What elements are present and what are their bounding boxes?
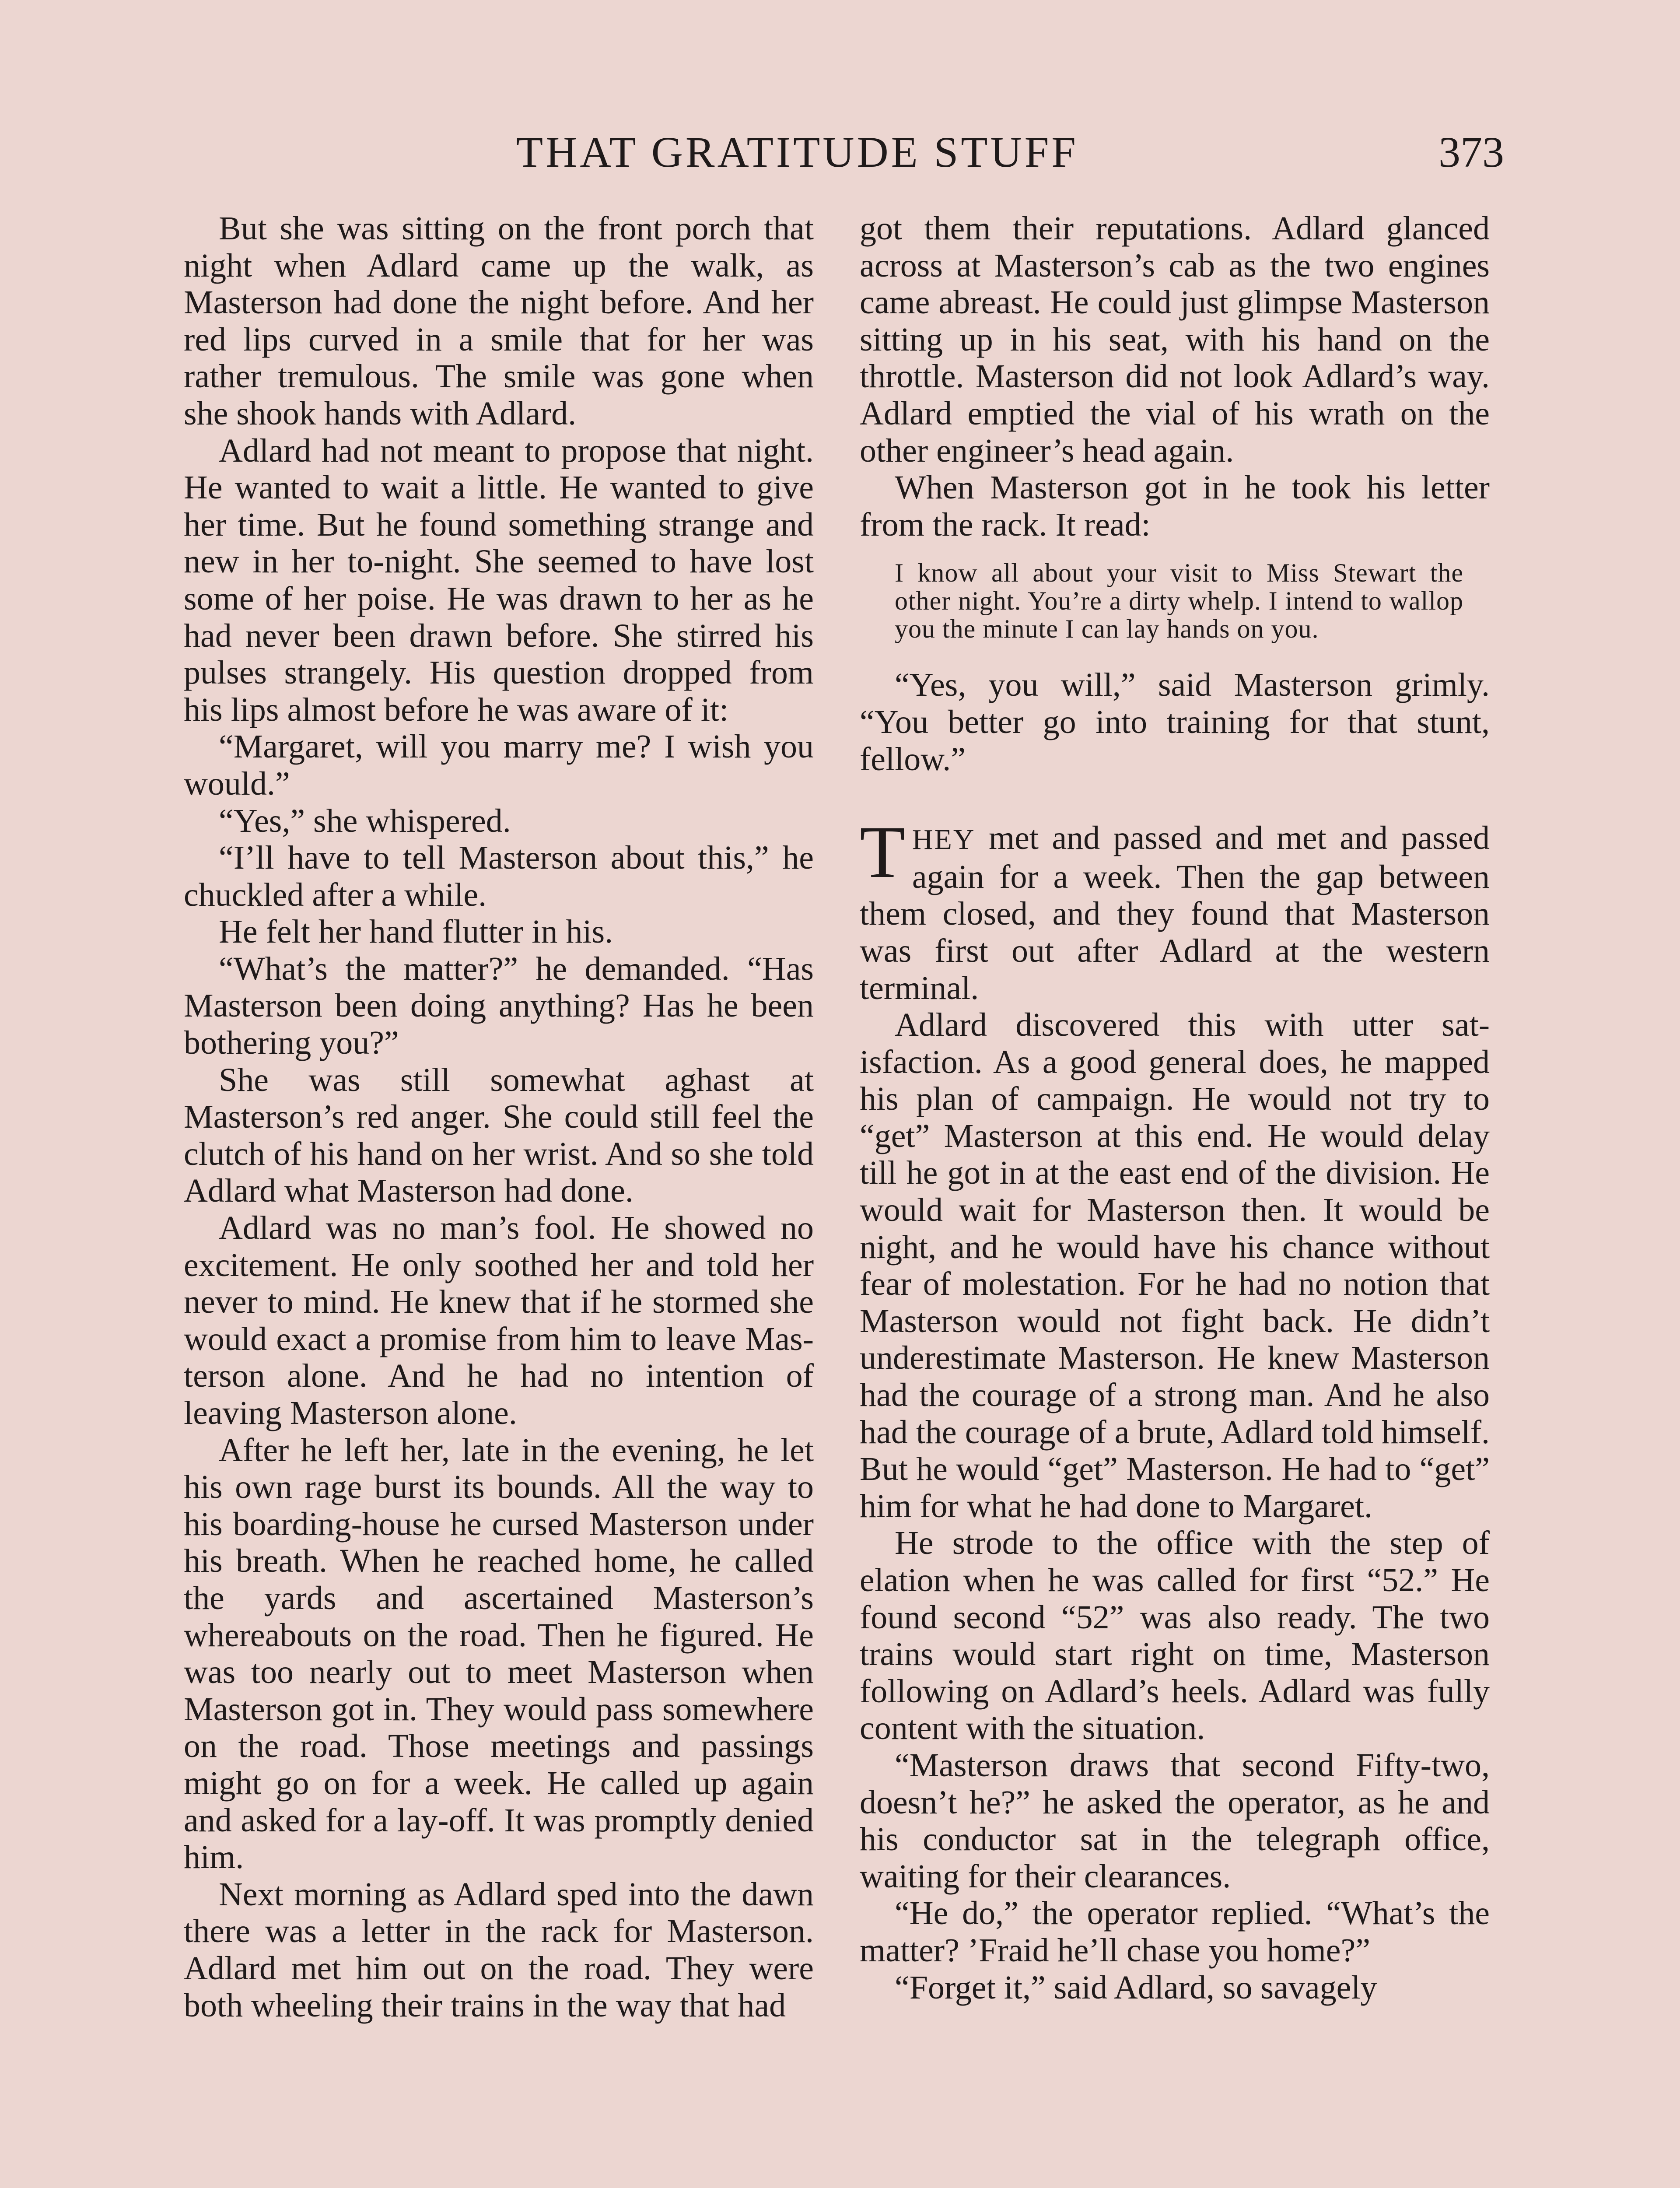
paragraph: She was still somewhat aghast at Masterson’s red anger. She could still feel the clutch of his hand on her wrist. And so she told Adlard what Masterson had done. xyxy=(184,1061,814,1210)
quoted-letter: I know all about your visit to Miss Stewart the other night. You’re a dirty whelp. I intend to wallop you the minute I can lay hands on you. xyxy=(895,558,1463,644)
paragraph: “He do,” the operator replied. “What’s the matter? ’Fraid he’ll chase you home?” xyxy=(860,1895,1490,1969)
paragraph: But she was sitting on the front porch that night when Adlard came up the walk, as Masterson had done the night before. And her red lips curved in a smile that for her was rather tremulous. The smile was gone when she shook hands with Adlard. xyxy=(184,210,814,432)
paragraph: After he left her, late in the evening, he let his own rage burst its bounds. All the way to his boarding-house he cursed Masterson under his breath. When he reached home, he called the yards and ascertained Masterson’s whereabouts on the road. Then he figured. He was too nearly out to meet Masterson when Masterson got in. They would pass somewhere on the road. Those meetings and passings might go on for a week. He called up again and asked for a lay-off. It was promptly denied him. xyxy=(184,1431,814,1876)
paragraph: He felt her hand flutter in his. xyxy=(219,913,613,950)
page-header xyxy=(0,118,1680,179)
section-opening-paragraph xyxy=(860,811,1490,1006)
running-title: THAT GRATITUDE STUFF xyxy=(516,128,1078,176)
paragraph: “Yes, you will,” said Masterson grimly. “You better go into training for that stunt, fellow.” xyxy=(860,666,1490,778)
paragraph: “Masterson draws that second Fifty-two, doesn’t he?” he asked the operator, as he and his conductor sat in the telegraph office, waiting for their clearances. xyxy=(860,1746,1490,1895)
paragraph: When Masterson got in he took his letter from the rack. It read: xyxy=(860,469,1490,543)
paragraph: Adlard had not meant to propose that night. He wanted to wait a little. He wanted to give her time. But he found something strange and new in her to-night. She seemed to have lost some of her poise. He was drawn to her as he had never been drawn before. She stirred his pulses strangely. His question dropped from his lips almost before he was aware of it: xyxy=(184,432,814,728)
paragraph: Adlard discovered this with utter satisfaction. As a good general does, he mapped his plan of campaign. He would not try to “get” Masterson at this end. He would delay till he got in at the east end of the division. He would wait for Masterson then. It would be night, and he would have his chance without fear of molestation. For he had no notion that Masterson would not fight back. He didn’t underestimate Masterson. He knew Masterson had the courage of a strong man. And he also had the courage of a brute, Adlard told himself. But he would “get” Masterson. He had to “get” him for what he had done to Margaret. xyxy=(860,1006,1490,1525)
page-number: 373 xyxy=(1438,128,1504,176)
left-column xyxy=(184,210,814,2024)
paragraph: Adlard was no man’s fool. He showed no excitement. He only soothed her and told her never to mind. He knew that if he stormed she would exact a promise from him to leave Masterson alone. And he had no intention of leaving Masterson alone. xyxy=(184,1210,814,1431)
right-column xyxy=(860,210,1490,2006)
paragraph-text: met and passed and met and passed again for a week. Then the gap between them closed, and they found that Masterson was first out after Adlard at the western terminal. xyxy=(860,820,1490,1006)
paragraph: “Yes,” she whispered. xyxy=(219,802,511,839)
paragraph: got them their reputations. Adlard glanced across at Masterson’s cab as the two engines came abreast. He could just glimpse Masterson sitting up in his seat, with his hand on the throttle. Masterson did not look Adlard’s way. Adlard emptied the vial of his wrath on the other engineer’s head again. xyxy=(860,210,1490,469)
drop-cap: T xyxy=(860,811,905,894)
paragraph: “What’s the matter?” he demanded. “Has Masterson been doing anything? Has he been bothering you?” xyxy=(184,950,814,1062)
paragraph: Next morning as Adlard sped into the dawn there was a letter in the rack for Masterson. Adlard met him out on the road. They were both wheeling their trains in the way that had xyxy=(184,1876,814,2024)
paragraph: He strode to the office with the step of elation when he was called for first “52.” He found second “52” was also ready. The two trains would start right on time, Masterson following on Adlard’s heels. Adlard was fully content with the situation. xyxy=(860,1525,1490,1747)
paragraph: “Forget it,” said Adlard, so savagely xyxy=(895,1969,1377,2006)
paragraph: “I’ll have to tell Masterson about this,” he chuckled after a while. xyxy=(184,839,814,913)
paragraph: “Margaret, will you marry me? I wish you would.” xyxy=(184,728,814,802)
small-caps-lead: HEY xyxy=(912,824,976,856)
